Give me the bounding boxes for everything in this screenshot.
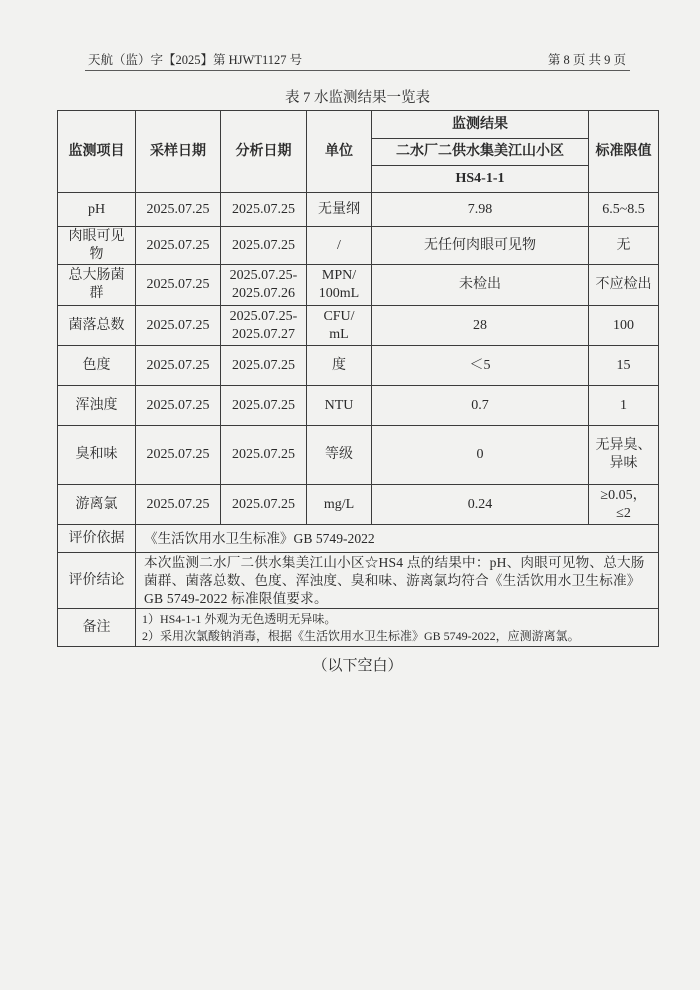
table-row — [58, 485, 659, 525]
cell-analysis-date: 2025.07.25 — [221, 346, 307, 386]
cell-limit: ≥0.05， ≤2 — [589, 485, 659, 525]
basis-row — [58, 525, 659, 553]
conclusion-label: 评价结论 — [58, 553, 136, 609]
cell-unit: 无量纲 — [307, 193, 372, 227]
cell-item: 浑浊度 — [58, 386, 136, 426]
table-title: 表 7 水监测结果一览表 — [285, 90, 430, 106]
basis-label: 评价依据 — [58, 525, 136, 553]
cell-unit: MPN/ 100mL — [307, 265, 372, 306]
cell-unit: 度 — [307, 346, 372, 386]
table-row — [58, 306, 659, 346]
cell-unit: NTU — [307, 386, 372, 426]
cell-result: 未检出 — [372, 265, 589, 306]
cell-analysis-date: 2025.07.25 — [221, 426, 307, 485]
header-unit: 单位 — [307, 111, 372, 193]
cell-unit: / — [307, 227, 372, 265]
cell-unit: CFU/ mL — [307, 306, 372, 346]
cell-item: 肉眼可见 物 — [58, 227, 136, 265]
blank-below-note: （以下空白） — [312, 658, 403, 674]
table-row — [58, 265, 659, 306]
table-row — [58, 426, 659, 485]
cell-sample-date: 2025.07.25 — [136, 346, 221, 386]
cell-item: 游离氯 — [58, 485, 136, 525]
cell-item: 色度 — [58, 346, 136, 386]
cell-sample-date: 2025.07.25 — [136, 306, 221, 346]
table-row — [58, 346, 659, 386]
cell-result: ＜5 — [372, 346, 589, 386]
cell-sample-date: 2025.07.25 — [136, 386, 221, 426]
header-result: 监测结果 — [372, 111, 589, 139]
remark-line: 2）采用次氯酸钠消毒，根据《生活饮用水卫生标准》GB 5749-2022，应测游离氯。 — [142, 628, 580, 643]
header-analysis-date: 分析日期 — [221, 111, 307, 193]
remarks-value — [136, 609, 659, 647]
cell-analysis-date: 2025.07.25- 2025.07.27 — [221, 306, 307, 346]
page-number: 第 8 页 共 9 页 — [547, 53, 626, 67]
cell-limit: 不应检出 — [589, 265, 659, 306]
header-item: 监测项目 — [58, 111, 136, 193]
table-row — [58, 386, 659, 426]
cell-analysis-date: 2025.07.25 — [221, 386, 307, 426]
cell-limit: 1 — [589, 386, 659, 426]
cell-analysis-date: 2025.07.25 — [221, 193, 307, 227]
cell-result: 28 — [372, 306, 589, 346]
cell-sample-date: 2025.07.25 — [136, 265, 221, 306]
cell-result: 无任何肉眼可见物 — [372, 227, 589, 265]
cell-result: 7.98 — [372, 193, 589, 227]
results-table — [57, 110, 659, 647]
remark-line: 1）HS4-1-1 外观为无色透明无异味。 — [142, 611, 337, 626]
cell-result: 0.24 — [372, 485, 589, 525]
cell-sample-date: 2025.07.25 — [136, 485, 221, 525]
basis-value: 《生活饮用水卫生标准》GB 5749-2022 — [136, 525, 659, 553]
header-sample-date: 采样日期 — [136, 111, 221, 193]
cell-item: 总大肠菌 群 — [58, 265, 136, 306]
cell-unit: mg/L — [307, 485, 372, 525]
cell-item: 菌落总数 — [58, 306, 136, 346]
cell-limit: 100 — [589, 306, 659, 346]
cell-limit: 无 — [589, 227, 659, 265]
header-point: HS4-1-1 — [372, 166, 589, 193]
cell-sample-date: 2025.07.25 — [136, 193, 221, 227]
cell-limit: 6.5~8.5 — [589, 193, 659, 227]
table-row — [58, 193, 659, 227]
cell-limit: 无异臭、 异味 — [589, 426, 659, 485]
conclusion-row — [58, 553, 659, 609]
cell-analysis-date: 2025.07.25 — [221, 485, 307, 525]
header-row — [58, 111, 659, 139]
cell-result: 0.7 — [372, 386, 589, 426]
cell-item: pH — [58, 193, 136, 227]
cell-item: 臭和味 — [58, 426, 136, 485]
page-header — [85, 51, 630, 71]
cell-sample-date: 2025.07.25 — [136, 426, 221, 485]
table-row — [58, 227, 659, 265]
document-number: 天航（监）字【2025】第 HJWT1127 号 — [88, 53, 303, 67]
remarks-label: 备注 — [58, 609, 136, 647]
conclusion-value: 本次监测二水厂二供水集美江山小区☆HS4 点的结果中：pH、肉眼可见物、总大肠 菌群、菌落总数、色度、浑浊度、臭和味、游离氯均符合《生活饮用水卫生标准》 GB 5749-2022 标准限值要求。 — [136, 553, 659, 609]
cell-sample-date: 2025.07.25 — [136, 227, 221, 265]
cell-limit: 15 — [589, 346, 659, 386]
header-limit: 标准限值 — [589, 111, 659, 193]
remarks-row — [58, 609, 659, 647]
cell-result: 0 — [372, 426, 589, 485]
header-location: 二水厂二供水集美江山小区 — [372, 139, 589, 166]
cell-unit: 等级 — [307, 426, 372, 485]
cell-analysis-date: 2025.07.25 — [221, 227, 307, 265]
cell-analysis-date: 2025.07.25- 2025.07.26 — [221, 265, 307, 306]
